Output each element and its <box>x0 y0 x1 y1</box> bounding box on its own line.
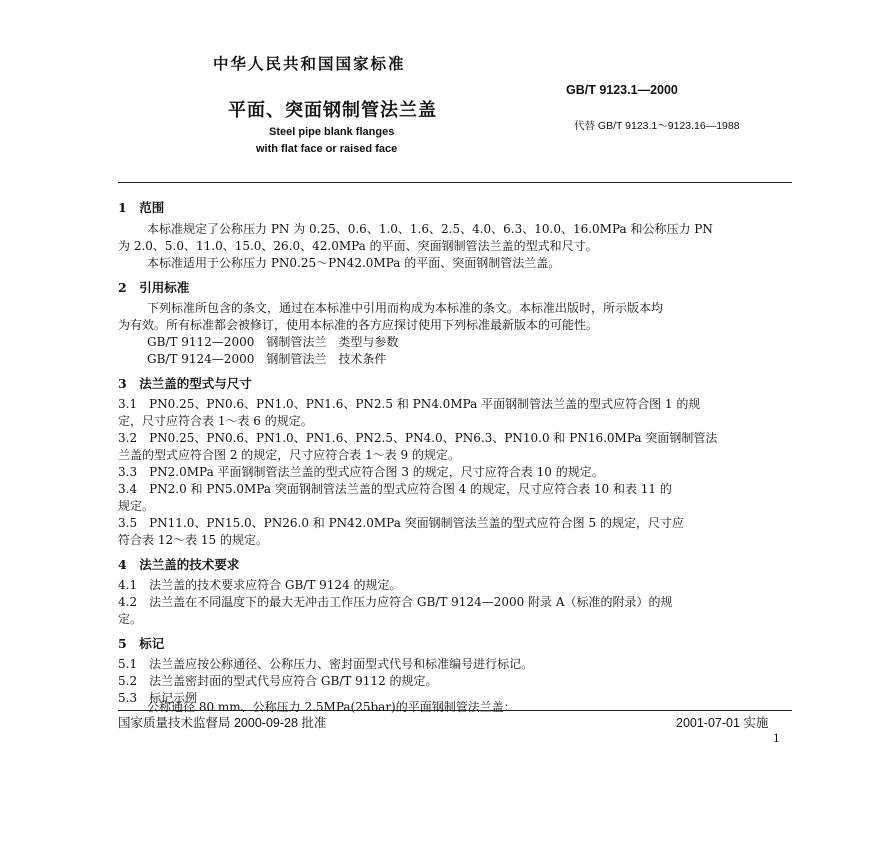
clause-4-2-line1: 4.2 法兰盖在不同温度下的最大无冲击工作压力应符合 GB/T 9124—2000 附录 A（标准的附录）的规 <box>118 595 673 609</box>
clause-3-1-line2: 定，尺寸应符合表 1～表 6 的规定。 <box>118 414 313 428</box>
section-1-para1-line2: 为 2.0、5.0、11.0、15.0、26.0、42.0MPa 的平面、突面钢制管法兰盖的型式和尺寸。 <box>118 239 598 253</box>
document-title: 平面、突面钢制管法兰盖 <box>228 100 437 121</box>
clause-3-5-line2: 符合表 12～表 15 的规定。 <box>118 533 268 547</box>
clause-3-4-line2: 规定。 <box>118 499 155 513</box>
clause-3-3: 3.3 PN2.0MPa 平面钢制管法兰盖的型式应符合图 3 的规定，尺寸应符合表 10 的规定。 <box>118 465 604 479</box>
standard-code: GB/T 9123.1—2000 <box>566 83 678 97</box>
section-2-para1-line1: 下列标准所包含的条文，通过在本标准中引用而构成为本标准的条文。本标准出版时，所示版本均 <box>147 301 664 315</box>
section-1-heading: 1 范围 <box>118 200 165 215</box>
clause-4-2-line2: 定。 <box>118 612 143 626</box>
section-2-reference-1: GB/T 9112—2000 钢制管法兰 类型与参数 <box>147 335 399 349</box>
section-2-heading: 2 引用标准 <box>118 280 190 295</box>
clause-3-5-line1: 3.5 PN11.0、PN15.0、PN26.0 和 PN42.0MPa 突面钢制管法兰盖的型式应符合图 5 的规定，尺寸应 <box>118 516 684 530</box>
title-english-line1: Steel pipe blank flanges <box>269 126 395 138</box>
effective-date: 2001-07-01 实施 <box>676 716 769 730</box>
clause-5-3-example: 公称通径 80 mm、公称压力 2.5MPa(25bar)的平面钢制管法兰盖： <box>147 700 516 714</box>
section-1-para2: 本标准适用于公称压力 PN0.25～PN42.0MPa 的平面、突面钢制管法兰盖。 <box>147 256 561 270</box>
issuing-body: 中华人民共和国国家标准 <box>213 54 406 73</box>
clause-3-4-line1: 3.4 PN2.0 和 PN5.0MPa 突面钢制管法兰盖的型式应符合图 4 的规定，尺寸应符合表 10 和表 11 的 <box>118 482 672 496</box>
replaces-note: 代替 GB/T 9123.1～9123.16—1988 <box>574 120 740 132</box>
section-2-reference-2: GB/T 9124—2000 钢制管法兰 技术条件 <box>147 352 387 366</box>
clause-5-2: 5.2 法兰盖密封面的型式代号应符合 GB/T 9112 的规定。 <box>118 674 438 688</box>
section-5-heading: 5 标记 <box>118 636 165 651</box>
section-2-para1-line2: 为有效。所有标准都会被修订，使用本标准的各方应探讨使用下列标准最新版本的可能性。 <box>118 318 599 332</box>
clause-3-2-line1: 3.2 PN0.25、PN0.6、PN1.0、PN1.6、PN2.5、PN4.0、PN6.3、PN10.0 和 PN16.0MPa 突面钢制管法 <box>118 431 718 445</box>
clause-3-1-line1: 3.1 PN0.25、PN0.6、PN1.0、PN1.6、PN2.5 和 PN4.0MPa 平面钢制管法兰盖的型式应符合图 1 的规 <box>118 397 701 411</box>
header-divider <box>118 182 792 183</box>
clause-5-3: 5.3 标记示例 <box>118 691 198 705</box>
clause-3-2-line2: 兰盖的型式应符合图 2 的规定，尺寸应符合表 1～表 9 的规定。 <box>118 448 460 462</box>
section-3-heading: 3 法兰盖的型式与尺寸 <box>118 376 252 391</box>
section-1-para1-line1: 本标准规定了公称压力 PN 为 0.25、0.6、1.0、1.6、2.5、4.0、6.3、10.0、16.0MPa 和公称压力 PN <box>147 222 713 236</box>
page-number: 1 <box>773 732 780 745</box>
clause-4-1: 4.1 法兰盖的技术要求应符合 GB/T 9124 的规定。 <box>118 578 402 592</box>
section-4-heading: 4 法兰盖的技术要求 <box>118 557 240 572</box>
footer-divider <box>118 710 792 711</box>
approval-line: 国家质量技术监督局 2000-09-28 批准 <box>118 716 327 730</box>
title-english-line2: with flat face or raised face <box>256 143 398 155</box>
clause-5-1: 5.1 法兰盖应按公称通径、公称压力、密封面型式代号和标准编号进行标记。 <box>118 657 534 671</box>
